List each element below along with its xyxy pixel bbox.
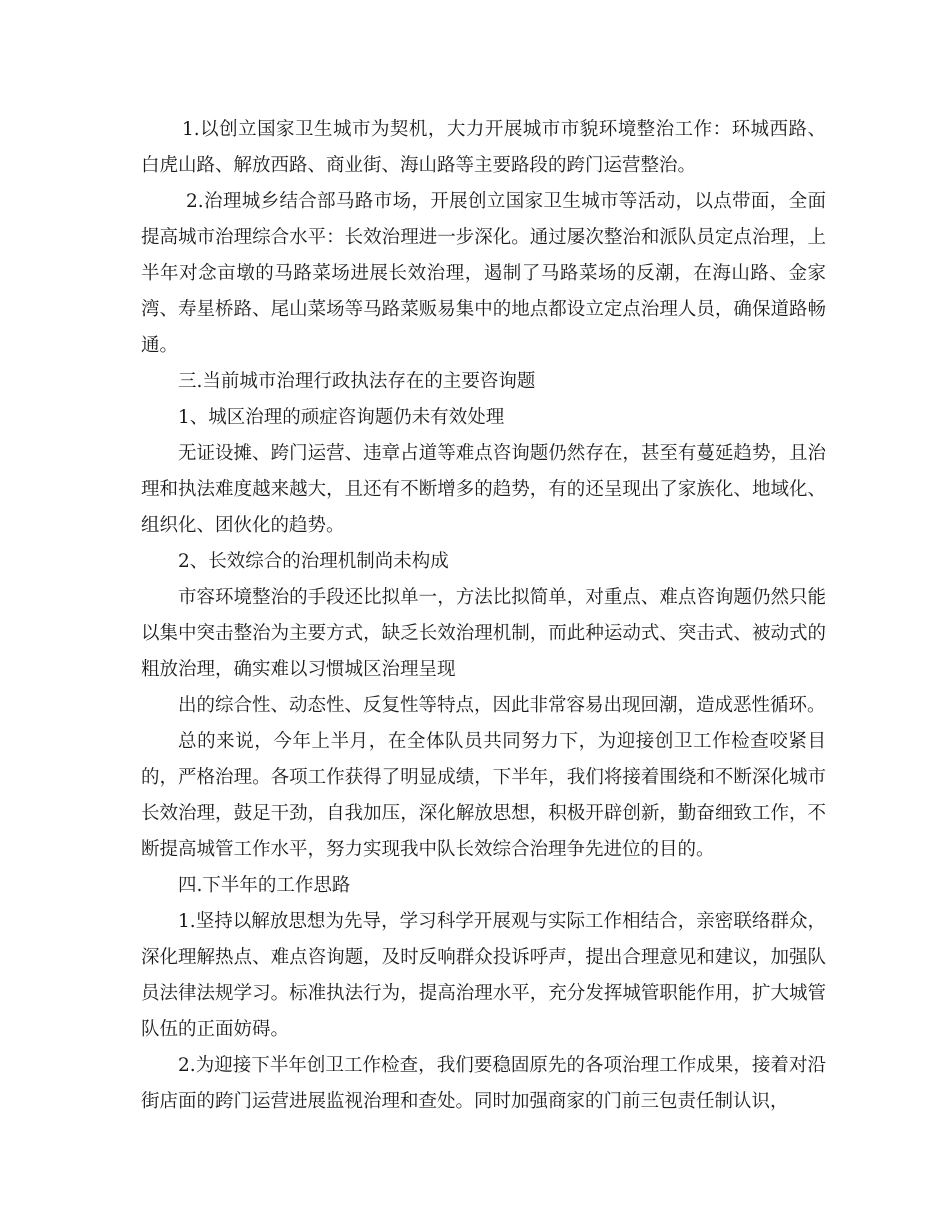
paragraph: 2.治理城乡结合部马路市场，开展创立国家卫生城市等活动，以点带面，全面提高城市治理综合水平：长效治理进一步深化。通过屡次整治和派队员定点治理，上半年对念亩墩的马路菜场进展长效治理，遏制了马路菜场的反潮，在海山路、金家湾、寿星桥路、尾山菜场等马路菜贩易集中的地点都设立定点治理人员，确保道路畅通。 [141,191,826,356]
paragraph: 1.以创立国家卫生城市为契机，大力开展城市市貌环境整治工作：环城西路、白虎山路、解放西路、商业街、海山路等主要路段的跨门运营整治。 [141,119,826,176]
paragraph: 总的来说，今年上半月，在全体队员共同努力下，为迎接创卫工作检查咬紧目的，严格治理。各项工作获得了明显成绩，下半年，我们将接着围绕和不断深化城市长效治理，鼓足干劲，自我加压，深化解放思想，积极开辟创新，勤奋细致工作，不断提高城管工作水平，努力实现我中队长效综合治理争先进位的目的。 [141,731,826,860]
document-body [141,112,826,1120]
paragraph: 2.为迎接下半年创卫工作检查，我们要稳固原先的各项治理工作成果，接着对沿街店面的跨门运营进展监视治理和查处。同时加强商家的门前三包责任制认识， [141,1055,826,1112]
section-heading: 三.当前城市治理行政执法存在的主要咨询题 [178,371,536,392]
subsection-heading: 2、长效综合的治理机制尚未构成 [178,551,449,572]
paragraph: 无证设摊、跨门运营、违章占道等难点咨询题仍然存在，甚至有蔓延趋势，且治理和执法难度越来越大，且还有不断增多的趋势，有的还呈现出了家族化、地域化、组织化、团伙化的趋势。 [141,443,826,536]
paragraph: 市容环境整治的手段还比拟单一，方法比拟简单，对重点、难点咨询题仍然只能以集中突击整治为主要方式，缺乏长效治理机制，而此种运动式、突击式、被动式的粗放治理，确实难以习惯城区治理呈现 [141,587,826,680]
section-heading: 四.下半年的工作思路 [178,875,351,896]
subsection-heading: 1、城区治理的顽症咨询题仍未有效处理 [178,407,505,428]
paragraph: 1.坚持以解放思想为先导，学习科学开展观与实际工作相结合，亲密联络群众，深化理解热点、难点咨询题，及时反响群众投诉呼声，提出合理意见和建议，加强队员法律法规学习。标准执法行为，提高治理水平，充分发挥城管职能作用，扩大城管队伍的正面妨碍。 [141,911,826,1040]
paragraph: 出的综合性、动态性、反复性等特点，因此非常容易出现回潮，造成恶性循环。 [178,695,826,716]
